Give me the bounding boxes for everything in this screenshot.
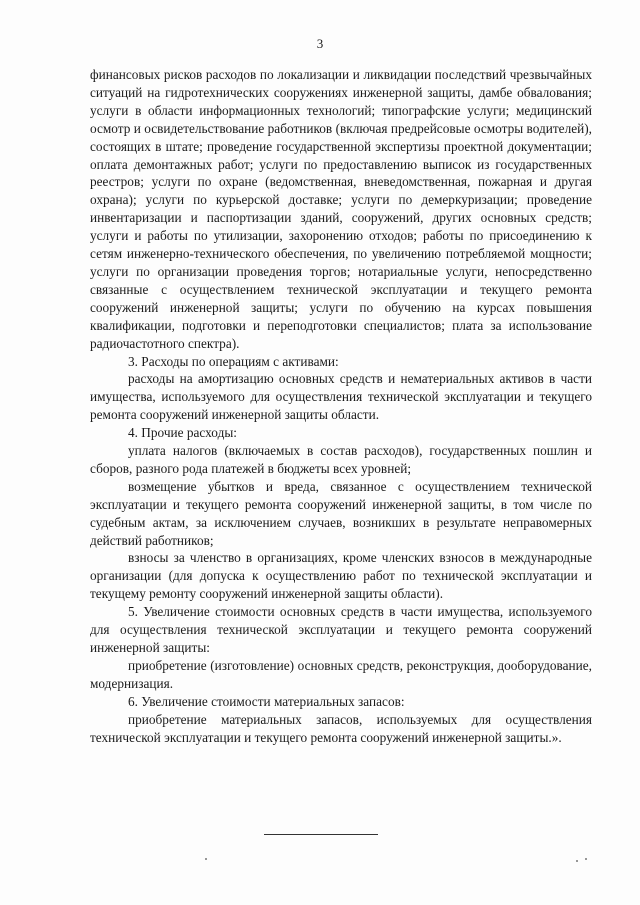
section-heading-4: 4. Прочие расходы: <box>128 425 237 441</box>
end-of-text-rule <box>264 834 378 835</box>
paragraph: взносы за членство в организациях, кроме членских взносов в международные организации (для допуска к осуществлению работ по технической эксплуатации и текущему ремонту сооружений инженерной защиты области). <box>90 550 592 602</box>
document-body <box>90 66 592 746</box>
section-heading-6: 6. Увеличение стоимости материальных запасов: <box>128 693 405 709</box>
paragraph-continuation: финансовых рисков расходов по локализации и ликвидации последствий чрезвычайных ситуаций на гидротехнических сооружениях инженерной защиты, дамбе обвалования; услуги в области информационных технологий; типографские услуги; медицинский осмотр и освидетельствование работников (включая предрейсовые осмотры водителей), состоящих в штате; проведение государственной экспертизы проектной документации; оплата демонтажных работ; услуги по предоставлению выписок из государственных реестров; услуги по охране (ведомственная, вневедомственная, пожарная и другая охрана); услуги по курьерской доставке; услуги по демеркуризации; проведение инвентаризации и паспортизации зданий, сооружений, других основных средств; услуги и работы по утилизации, захоронению отходов; работы по присоединению к сетям инженерно-технического обеспечения, по увеличению потребляемой мощности; услуги по организации проведения торгов; нотариальные услуги, непосредственно связанные с осуществлением технической эксплуатации и текущего ремонта сооружений инженерной защиты; услуги по обучению на курсах повышения квалификации, подготовки и переподготовки специалистов; плата за использование радиочастотного спектра). <box>90 67 592 351</box>
section-heading-5: 5. Увеличение стоимости основных средств в части имущества, используемого для осуществления технической эксплуатации и текущего ремонта сооружений инженерной защиты: <box>90 604 592 655</box>
scan-speck <box>205 858 207 860</box>
page-number: 3 <box>316 36 324 51</box>
paragraph: приобретение (изготовление) основных средств, реконструкция, дооборудование, модернизация. <box>90 657 592 691</box>
paragraph: возмещение убытков и вреда, связанное с осуществлением технической эксплуатации и текущего ремонта сооружений инженерной защиты, в том числе по судебным актам, за исключением случаев, возникших в результате неправомерных действий работников; <box>90 478 592 548</box>
paragraph: приобретение материальных запасов, используемых для осуществления технической эксплуатации и текущего ремонта сооружений инженерной защиты.». <box>90 711 592 745</box>
scan-speck <box>576 860 578 862</box>
section-heading-3: 3. Расходы по операциям с активами: <box>128 353 339 369</box>
paragraph: расходы на амортизацию основных средств и нематериальных активов в части имущества, используемого для осуществления технической эксплуатации и текущего ремонта сооружений инженерной защиты области. <box>90 371 592 423</box>
scan-speck <box>585 858 587 860</box>
paragraph: уплата налогов (включаемых в состав расходов), государственных пошлин и сборов, разного рода платежей в бюджеты всех уровней; <box>90 443 592 476</box>
